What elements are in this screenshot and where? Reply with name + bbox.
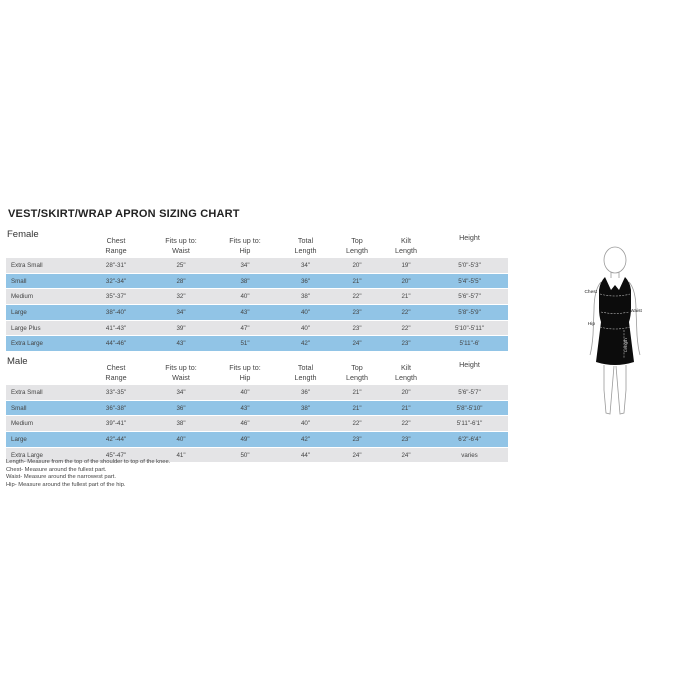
table-cell: 22": [381, 416, 431, 432]
table-cell: 39"-41": [82, 416, 150, 432]
column-header: Chest Range: [105, 363, 127, 382]
table-cell: varies: [431, 447, 508, 463]
table-cell: 33"-35": [82, 385, 150, 400]
column-header: Fits up to: Waist: [165, 363, 197, 382]
table-cell: 42"-44": [82, 432, 150, 448]
table-row: [6, 305, 508, 321]
table-cell: 38": [278, 289, 333, 305]
table-cell: 21": [333, 400, 381, 416]
table-cell: 44": [278, 447, 333, 463]
column-header: Height: [459, 233, 480, 242]
table-cell: 38": [212, 273, 278, 289]
table-cell: 50": [212, 447, 278, 463]
table-cell: 21": [381, 400, 431, 416]
table-cell: 20": [381, 273, 431, 289]
table-cell: 45"-47": [82, 447, 150, 463]
table-cell: 24": [333, 336, 381, 352]
female-size-table: [6, 230, 508, 352]
table-cell: 20": [333, 258, 381, 273]
column-header: Total Length: [294, 236, 317, 255]
table-cell: 43": [150, 336, 212, 352]
table-cell: 5'0"-5'3": [431, 258, 508, 273]
size-cell: Extra Large: [6, 447, 82, 463]
table-cell: 38"-40": [82, 305, 150, 321]
table-cell: 36": [278, 273, 333, 289]
waist-label: Waist: [630, 309, 642, 314]
table-cell: 34": [150, 305, 212, 321]
table-cell: 49": [212, 432, 278, 448]
size-cell: Extra Small: [6, 385, 82, 400]
table-cell: 5'8"-5'9": [431, 305, 508, 321]
table-cell: 42": [278, 432, 333, 448]
female-group-label: Female: [7, 229, 39, 240]
table-cell: 20": [381, 385, 431, 400]
table-cell: 28": [150, 273, 212, 289]
chest-label: Chest: [584, 290, 597, 295]
column-header: Fits up to: Waist: [165, 236, 197, 255]
column-header: Height: [459, 360, 480, 369]
column-header: Chest Range: [105, 236, 127, 255]
column-header: Kilt Length: [395, 236, 417, 255]
table-cell: 40": [278, 320, 333, 336]
table-cell: 40": [212, 385, 278, 400]
measurement-figure: [560, 230, 680, 430]
size-cell: Large: [6, 432, 82, 448]
female-header-row: [6, 230, 508, 258]
table-cell: 24": [333, 447, 381, 463]
table-cell: 36": [150, 400, 212, 416]
note-hip: Hip- Measure around the fullest part of the hip.: [6, 481, 126, 488]
note-chest: Chest- Measure around the fullest part.: [6, 466, 107, 473]
table-cell: 5'10"-5'11": [431, 320, 508, 336]
table-cell: 22": [381, 305, 431, 321]
table-cell: 5'6"-5'7": [431, 289, 508, 305]
table-cell: 5'4"-5'5": [431, 273, 508, 289]
table-cell: 40": [278, 305, 333, 321]
table-cell: 5'11"-6': [431, 336, 508, 352]
table-row: [6, 273, 508, 289]
size-cell: Small: [6, 400, 82, 416]
table-cell: 43": [212, 400, 278, 416]
table-cell: 34": [150, 385, 212, 400]
column-header: Kilt Length: [395, 363, 417, 382]
table-cell: 39": [150, 320, 212, 336]
table-cell: 5'11"-6'1": [431, 416, 508, 432]
male-size-table: [6, 357, 508, 463]
note-length: Length- Measure from the top of the shoulder to top of the knee.: [6, 459, 171, 465]
table-cell: 21": [333, 273, 381, 289]
male-header-row: [6, 357, 508, 385]
hip-label: Hip: [587, 322, 595, 327]
table-cell: 25": [150, 258, 212, 273]
table-row: [6, 258, 508, 273]
size-cell: Medium: [6, 289, 82, 305]
table-row: [6, 289, 508, 305]
table-cell: 36"-38": [82, 400, 150, 416]
table-cell: 21": [333, 385, 381, 400]
table-cell: 28"-31": [82, 258, 150, 273]
table-cell: 40": [212, 289, 278, 305]
table-cell: 38": [150, 416, 212, 432]
table-cell: 46": [212, 416, 278, 432]
table-cell: 22": [381, 320, 431, 336]
table-row: [6, 400, 508, 416]
size-cell: Large: [6, 305, 82, 321]
chart-title: VEST/SKIRT/WRAP APRON SIZING CHART: [8, 208, 240, 220]
table-cell: 19": [381, 258, 431, 273]
table-row: [6, 385, 508, 400]
table-row: [6, 320, 508, 336]
table-cell: 40": [278, 416, 333, 432]
table-cell: 42": [278, 336, 333, 352]
table-cell: 32"-34": [82, 273, 150, 289]
table-cell: 40": [150, 432, 212, 448]
size-cell: Small: [6, 273, 82, 289]
table-cell: 41"-43": [82, 320, 150, 336]
table-cell: 34": [212, 258, 278, 273]
size-cell: Extra Small: [6, 258, 82, 273]
table-cell: 43": [212, 305, 278, 321]
table-cell: 34": [278, 258, 333, 273]
column-header: Total Length: [294, 363, 317, 382]
table-cell: 23": [333, 305, 381, 321]
measurement-notes: [6, 459, 170, 489]
table-cell: 36": [278, 385, 333, 400]
table-cell: 35"-37": [82, 289, 150, 305]
table-cell: 44"-46": [82, 336, 150, 352]
table-cell: 22": [333, 416, 381, 432]
table-cell: 23": [333, 320, 381, 336]
size-cell: Medium: [6, 416, 82, 432]
table-cell: 6'2"-6'4": [431, 432, 508, 448]
table-row: [6, 336, 508, 352]
table-cell: 47": [212, 320, 278, 336]
table-cell: 23": [381, 432, 431, 448]
note-waist: Waist- Measure around the narrowest part.: [6, 474, 116, 481]
column-header: Top Length: [346, 363, 368, 382]
table-cell: 38": [278, 400, 333, 416]
size-cell: Extra Large: [6, 336, 82, 352]
column-header: Fits up to: Hip: [229, 363, 261, 382]
table-row: [6, 416, 508, 432]
table-cell: 23": [381, 336, 431, 352]
table-cell: 5'6"-5'7": [431, 385, 508, 400]
table-cell: 5'8"-5'10": [431, 400, 508, 416]
table-cell: 21": [381, 289, 431, 305]
table-cell: 41": [150, 447, 212, 463]
column-header: Top Length: [346, 236, 368, 255]
table-cell: 32": [150, 289, 212, 305]
column-header: Fits up to: Hip: [229, 236, 261, 255]
figure-illustration-icon: [560, 230, 680, 430]
male-group-label: Male: [7, 356, 28, 367]
length-label: Length: [623, 338, 628, 352]
table-cell: 23": [333, 432, 381, 448]
size-cell: Large Plus: [6, 320, 82, 336]
table-cell: 24": [381, 447, 431, 463]
table-row: [6, 432, 508, 448]
table-cell: 22": [333, 289, 381, 305]
table-cell: 51": [212, 336, 278, 352]
